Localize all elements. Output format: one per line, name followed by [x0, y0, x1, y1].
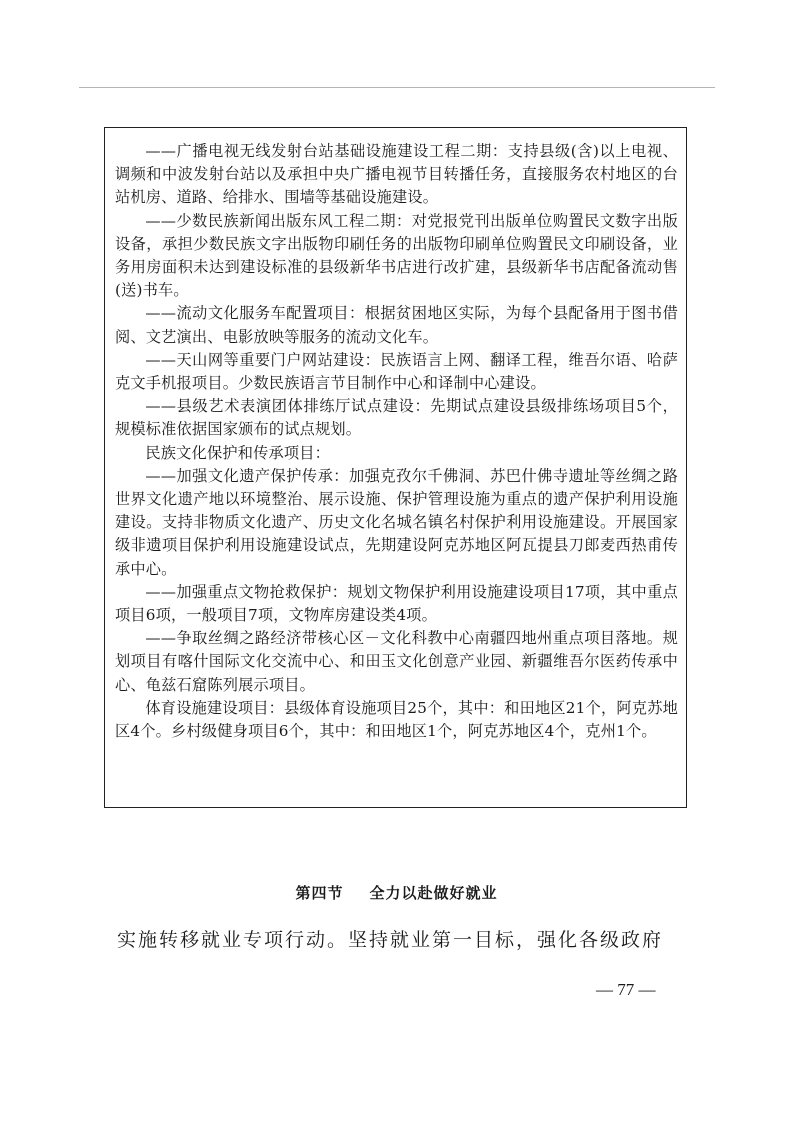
box-paragraph: ——广播电视无线发射台站基础设施建设工程二期：支持县级(含)以上电视、调频和中波发射台站以及承担中央广播电视节目转播任务，直接服务农村地区的台站机房、道路、给排水、围墙等基础设施建设。 — [115, 142, 678, 207]
box-paragraph: ——争取丝绸之路经济带核心区－文化科教中心南疆四地州重点项目落地。规划项目有喀什国际文化交流中心、和田玉文化创意产业园、新疆维吾尔医药传承中心、龟兹石窟陈列展示项目。 — [115, 629, 678, 694]
section-heading — [0, 882, 793, 903]
body-paragraph: 实施转移就业专项行动。坚持就业第一目标，强化各级政府 — [117, 929, 664, 951]
page-number: — 77 — — [596, 980, 656, 999]
box-paragraph: ——加强文化遗产保护传承：加强克孜尔千佛洞、苏巴什佛寺遗址等丝绸之路世界文化遗产地以环境整治、展示设施、保护管理设施为重点的遗产保护利用设施建设。支持非物质文化遗产、历史文化名城名镇名村保护利用设施建设。开展国家级非遗项目保护利用设施建设试点，先期建设阿克苏地区阿瓦提县刀郎麦西热甫传承中心。 — [115, 466, 678, 578]
box-paragraph: ——县级艺术表演团体排练厅试点建设：先期试点建设县级排练场项目5个，规模标准依据国家颁布的试点规划。 — [115, 397, 678, 439]
box-paragraph: ——天山网等重要门户网站建设：民族语言上网、翻译工程，维吾尔语、哈萨克文手机报项目。少数民族语言节目制作中心和译制中心建设。 — [115, 350, 678, 393]
box-paragraph: ——加强重点文物抢救保护：规划文物保护利用设施建设项目17项，其中重点项目6项，一般项目7项，文物库房建设类4项。 — [115, 582, 678, 625]
box-subheading: 民族文化保护和传承项目： — [145, 443, 331, 462]
box-paragraph: 体育设施建设项目：县级体育设施项目25个，其中：和田地区21个，阿克苏地区4个。乡村级健身项目6个，其中：和田地区1个，阿克苏地区4个，克州1个。 — [115, 698, 678, 741]
section-title-text: 全力以赴做好就业 — [369, 884, 498, 902]
box-paragraph: ——流动文化服务车配置项目：根据贫困地区实际，为每个县配备用于图书借阅、文艺演出、电影放映等服务的流动文化车。 — [115, 304, 678, 346]
box-paragraph: ——少数民族新闻出版东风工程二期：对党报党刊出版单位购置民文数字出版设备，承担少数民族文字出版物印刷任务的出版物印刷单位购置民文印刷设备，业务用房面积未达到建设标准的县级新华书店进行改扩建，县级新华书店配备流动售(送)书车。 — [115, 211, 678, 300]
section-number: 第四节 — [295, 884, 344, 902]
project-box — [104, 127, 687, 808]
header-rule — [79, 87, 715, 88]
